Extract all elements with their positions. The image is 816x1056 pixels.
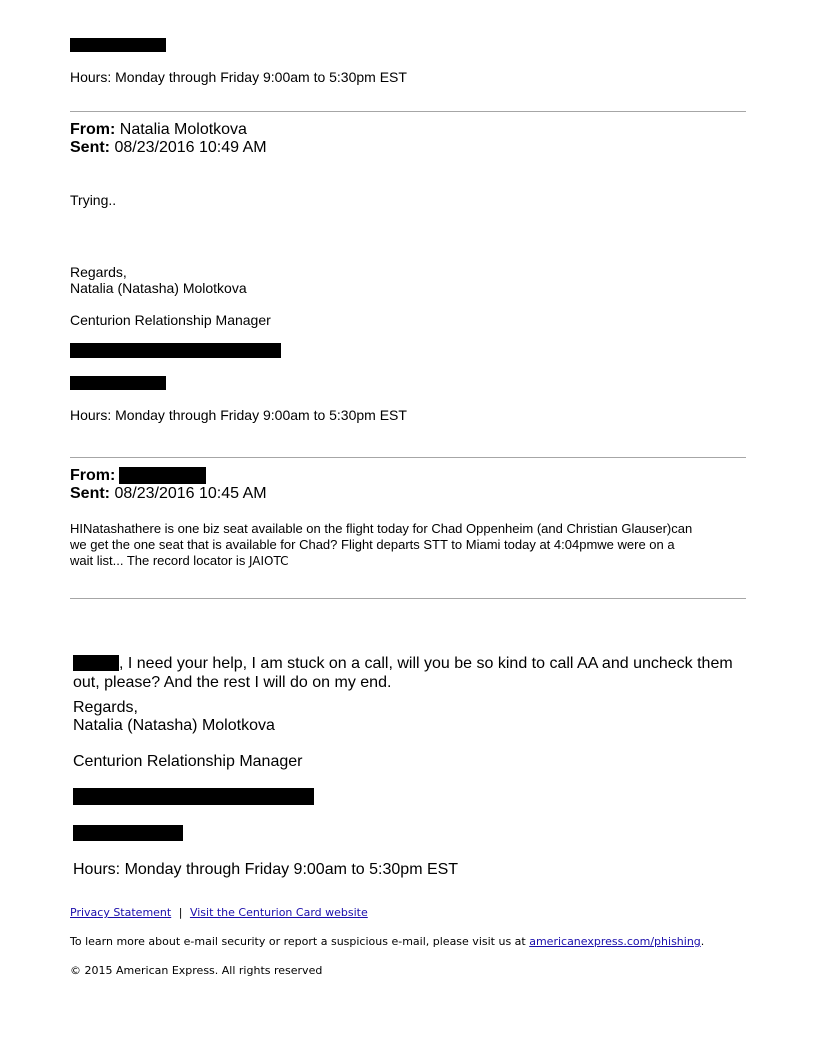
email-body-line: we get the one seat that is available for Chad? Flight departs STT to Miami today at 4:04pmwe were on a	[70, 537, 675, 552]
from-label: From:	[70, 121, 116, 138]
signature-name: Natalia (Natasha) Molotkova	[73, 717, 275, 734]
redacted-block	[73, 788, 314, 805]
email-body: Trying..	[70, 192, 117, 208]
sent-value: 08/23/2016 10:49 AM	[114, 139, 267, 156]
email-body-line: HINatashathere is one biz seat available on the flight today for Chad Oppenheim (and Christian Glauser)can	[70, 521, 693, 536]
signature-regards: Regards,	[73, 699, 138, 716]
centurion-website-link[interactable]: Visit the Centurion Card website	[189, 906, 368, 919]
phishing-link[interactable]: americanexpress.com/phishing	[529, 935, 701, 948]
email-from-line	[70, 467, 115, 485]
copyright: © 2015 American Express. All rights reserved	[70, 964, 323, 977]
email-body-line: , I need your help, I am stuck on a call, will you be so kind to call AA and uncheck them	[119, 655, 733, 672]
security-period: .	[700, 935, 705, 948]
email-from-line	[70, 121, 247, 139]
email-body-line	[70, 553, 288, 569]
sent-value: 08/23/2016 10:45 AM	[114, 485, 267, 502]
email-sent-line	[70, 139, 267, 157]
hours-text: Hours: Monday through Friday 9:00am to 5:30pm EST	[70, 69, 407, 85]
redacted-block	[70, 376, 166, 390]
hours-text: Hours: Monday through Friday 9:00am to 5:30pm EST	[70, 407, 407, 423]
email-sent-line	[70, 485, 267, 503]
link-separator: |	[178, 906, 183, 919]
signature-title: Centurion Relationship Manager	[70, 312, 271, 328]
from-label: From:	[70, 467, 116, 484]
signature-name: Natalia (Natasha) Molotkova	[70, 280, 247, 296]
body-text: wait list... The record locator is	[70, 553, 249, 568]
record-locator: JAIOTC	[248, 554, 289, 568]
security-text: To learn more about e-mail security or report a suspicious e-mail, please visit us at	[70, 935, 530, 948]
from-name: Natalia Molotkova	[119, 121, 247, 138]
redacted-sender	[119, 467, 206, 484]
footer-links	[70, 906, 368, 920]
security-notice	[70, 935, 704, 949]
redacted-block	[70, 38, 166, 52]
sent-label: Sent:	[70, 139, 110, 156]
redacted-name	[73, 655, 119, 671]
signature-title: Centurion Relationship Manager	[73, 753, 303, 770]
redacted-block	[70, 343, 281, 358]
privacy-statement-link[interactable]: Privacy Statement	[70, 906, 172, 919]
divider	[70, 111, 746, 112]
redacted-block	[73, 825, 183, 841]
hours-text: Hours: Monday through Friday 9:00am to 5:30pm EST	[73, 861, 459, 878]
signature-regards: Regards,	[70, 264, 127, 280]
sent-label: Sent:	[70, 485, 110, 502]
divider	[70, 457, 746, 458]
email-body-line: out, please? And the rest I will do on my end.	[73, 674, 392, 691]
divider	[70, 598, 746, 599]
